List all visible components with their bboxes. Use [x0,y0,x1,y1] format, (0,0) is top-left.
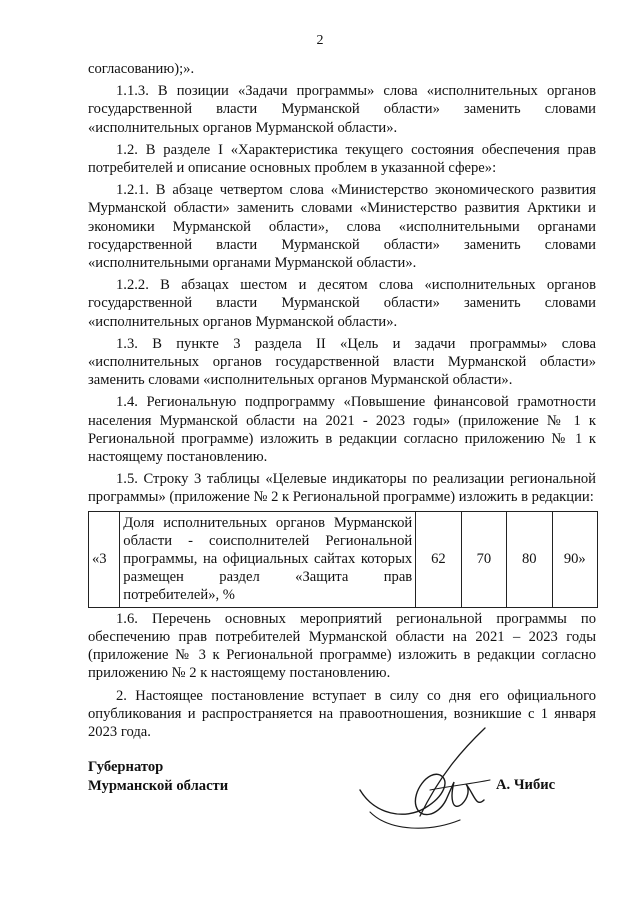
signatory-title [88,758,228,796]
signatory-title-line: Мурманской области [88,778,229,794]
indicator-table [88,511,598,608]
paragraph: 1.6. Перечень основных мероприятий региональной программы по обеспечению прав потребителей Мурманской области на 2021 – 2023 годы (приложение № 3 к Региональной программе) изложить в редакции согласно приложению № 2 к настоящему постановлению. [88,610,596,682]
document-body [88,60,596,745]
value-cell-3: 80 [507,511,552,607]
paragraph: 1.2. В разделе I «Характеристика текущего состояния обеспечения прав потребителей и описание основных проблем в указанной сфере»: [88,141,596,177]
signatory-name: А. Чибис [496,777,556,793]
page-number: 2 [316,33,324,48]
handwritten-signature [350,720,500,840]
value-cell-1: 62 [416,511,461,607]
paragraph: 1.4. Региональную подпрограмму «Повышение финансовой грамотности населения Мурманской области на 2021 - 2023 годы» (приложение № 1 к Региональной программе) изложить в редакции согласно приложению № 1 к настоящему постановлению. [88,394,596,466]
row-number-cell: «3 [89,511,120,607]
paragraph: 1.2.2. В абзацах шестом и десятом слова «исполнительных органов государственной власти Мурманской области» заменить словами «исполнительных органов Мурманской области». [88,277,596,330]
paragraph: 1.5. Строку 3 таблицы «Целевые индикаторы по реализации региональной программы» (приложение № 2 к Региональной программе) изложить в редакции: [88,471,596,506]
paragraph: 1.1.3. В позиции «Задачи программы» слова «исполнительных органов государственной власти Мурманской области» заменить словами «исполнительных органов Мурманской области». [88,83,596,136]
indicator-cell: Доля исполнительных органов Мурманской области - соисполнителей Региональной программы, на официальных сайтах которых размещен раздел «Защита прав потребителей», % [120,511,416,607]
value-cell-4: 90» [552,511,597,607]
paragraph: 1.3. В пункте 3 раздела II «Цель и задачи программы» слова «исполнительных органов государственной власти Мурманской области» заменить словами «исполнительных органов Мурманской области». [88,335,596,389]
paragraph: 2. Настоящее постановление вступает в силу со дня его официального опубликования и распространяется на правоотношения, возникшие с 1 января 2023 года. [88,687,596,740]
value-cell-2: 70 [461,511,506,607]
paragraph: согласованию);». [88,61,195,77]
paragraph: 1.2.1. В абзаце четвертом слова «Министерство экономического развития Мурманской области» заменить словами «Министерство развития Арктики и экономики Мурманской области», слова «исполнительными органами государственной власти Мурманской области» заменить словами «исполнительными органами Мурманской области». [88,182,596,272]
table-row [89,511,598,607]
signatory-title-line: Губернатор [88,759,164,775]
